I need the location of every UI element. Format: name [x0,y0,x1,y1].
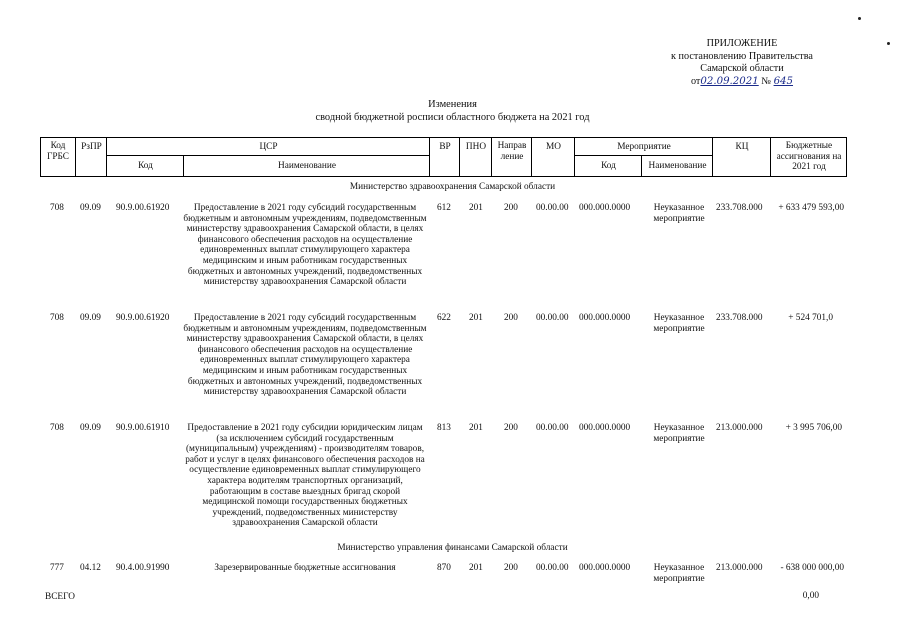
cell-grbs: 708 [50,203,64,213]
header-meropr-kod: Код [601,161,616,171]
cell-csr-name: Предоставление в 2021 году субсидии юридическим лицам (за исключением субсидий государственным (муниципальным) учреждениям) - производителям товаров, работ и услуг в целях финансового обеспечения расходов на осуществление единовременных выплат стимулирующего характера водителям транспортных организаций, работающим в составе выездных бригад скорой медицинской помощи государственных бюджетных учреждений, подведомственных министерству здравоохранения Самарской области [185,423,425,529]
header-pno: ПНО [465,142,487,152]
cell-pno: 201 [469,563,483,573]
cell-rzpr: 09.09 [80,203,101,213]
number-prefix: № [761,75,772,87]
cell-csr-name: Зарезервированные бюджетные ассигнования [214,563,396,573]
cell-csr-name: Предоставление в 2021 году субсидий государственным бюджетным и автономным учреждениям, подведомственным министерству здравоохранения Самарской области, в целях финансового обеспечения расходов на осуществление единовременных выплат стимулирующего характера медицинским и иным работникам государственных бюджетных и автономных учреждений, подведомственных министерству здравоохранения Самарской области [183,313,427,398]
cell-csr-name: Предоставление в 2021 году субсидий государственным бюджетным и автономным учреждениям, подведомственным министерству здравоохранения Самарской области, в целях финансового обеспечения расходов на осуществление единовременных выплат стимулирующего характера медицинским и иным работникам государственных бюджетных и автономных учреждений, подведомственных министерству здравоохранения Самарской области [183,203,427,288]
cell-csr-kod: 90.9.00.61910 [116,423,170,433]
total-label: ВСЕГО [45,592,75,602]
cell-mo: 00.00.00 [536,203,569,213]
date-value: 02.09.2021 [700,75,759,87]
header-csr-kod: Код [138,161,153,171]
title-line1: Изменения [428,99,477,110]
number-value: 645 [773,75,794,87]
total-value: 0,00 [802,591,819,601]
cell-mer-kod: 000.000.0000 [579,423,631,433]
cell-napr: 200 [504,423,518,433]
header-meropr-name: Наименование [648,161,707,171]
cell-rzpr: 04.12 [80,563,101,573]
cell-amount: + 3 995 706,00 [785,423,842,433]
cell-vr: 612 [437,203,451,213]
appendix-line3: Самарской области [700,63,784,74]
cell-amount: + 524 701,0 [788,313,833,323]
header-kod-grbs: Код ГРБС [46,141,70,162]
ministry-health-title: Министерство здравоохранения Самарской области [349,182,556,192]
date-prefix: от [690,75,701,87]
cell-pno: 201 [469,313,483,323]
appendix-line2: к постановлению Правительства [671,50,813,62]
cell-csr-kod: 90.4.00.91990 [116,563,170,573]
cell-pno: 201 [469,203,483,213]
header-mo: МО [546,142,561,152]
ministry-finance-title: Министерство управления финансами Самарской области [337,543,568,553]
cell-mer-kod: 000.000.0000 [579,203,631,213]
header-napr: Направ ление [497,141,527,162]
header-csr-name: Наименование [278,161,336,171]
cell-kc: 213.000.000 [716,563,763,573]
cell-amount: + 633 479 593,00 [778,203,844,213]
appendix-title: ПРИЛОЖЕНИЕ [706,38,778,49]
cell-napr: 200 [504,313,518,323]
cell-mer-name: Неуказанное мероприятие [653,203,705,224]
cell-mo: 00.00.00 [536,563,569,573]
cell-mer-kod: 000.000.0000 [579,563,631,573]
cell-mo: 00.00.00 [536,313,569,323]
cell-mer-name: Неуказанное мероприятие [653,563,705,584]
cell-napr: 200 [504,563,518,573]
cell-pno: 201 [469,423,483,433]
cell-mer-name: Неуказанное мероприятие [653,423,705,444]
header-meropr: Мероприятие [617,142,671,152]
header-kc: КЦ [735,142,749,152]
header-vr: ВР [439,142,451,152]
title-line2: сводной бюджетной росписи областного бюджета на 2021 год [315,112,590,123]
cell-mer-kod: 000.000.0000 [579,313,631,323]
cell-csr-kod: 90.9.00.61920 [116,313,170,323]
cell-kc: 213.000.000 [716,423,763,433]
cell-vr: 813 [437,423,451,433]
header-budget: Бюджетные ассигнования на 2021 год [776,141,842,172]
cell-vr: 870 [437,563,451,573]
cell-csr-kod: 90.9.00.61920 [116,203,170,213]
cell-grbs: 708 [50,313,64,323]
cell-kc: 233.708.000 [716,313,763,323]
cell-rzpr: 09.09 [80,313,101,323]
cell-mo: 00.00.00 [536,423,569,433]
cell-kc: 233.708.000 [716,203,763,213]
cell-mer-name: Неуказанное мероприятие [653,313,705,334]
cell-napr: 200 [504,203,518,213]
cell-grbs: 708 [50,423,64,433]
cell-rzpr: 09.09 [80,423,101,433]
cell-vr: 622 [437,313,451,323]
header-rzpr: РзПР [81,142,102,152]
cell-amount: - 638 000 000,00 [780,563,844,573]
cell-grbs: 777 [50,563,64,573]
header-csr: ЦСР [259,142,278,152]
